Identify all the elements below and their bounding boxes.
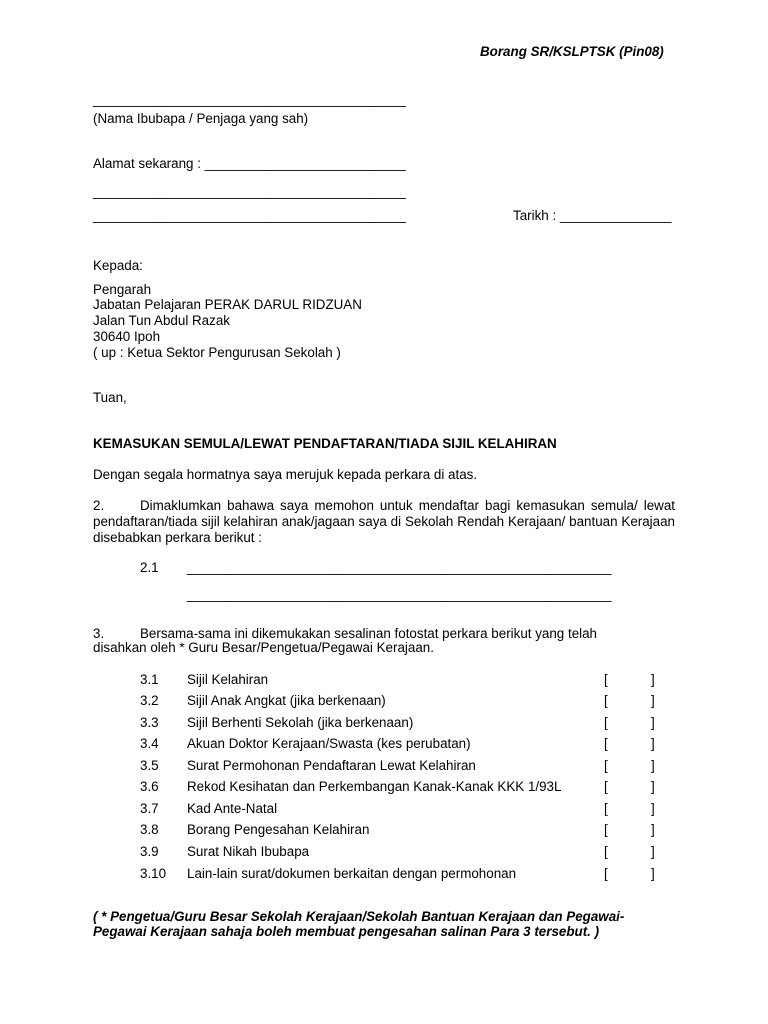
checklist-number: 3.8 — [140, 822, 159, 837]
checklist-label: Surat Nikah Ibubapa — [187, 844, 310, 859]
checklist-item — [0, 801, 768, 819]
checklist-number: 3.10 — [140, 866, 167, 881]
checkbox-close-bracket[interactable]: ] — [651, 693, 655, 708]
recipient-line: Jalan Tun Abdul Razak — [93, 313, 230, 328]
checklist-label: Kad Ante-Natal — [187, 801, 278, 816]
checkbox-open-bracket[interactable]: [ — [604, 801, 608, 816]
checklist-number: 3.1 — [140, 672, 159, 687]
checklist-number: 3.3 — [140, 715, 159, 730]
kepada-label: Kepada: — [93, 258, 143, 273]
checklist-number: 3.5 — [140, 758, 159, 773]
checklist-number: 3.4 — [140, 736, 159, 751]
checklist-item — [0, 779, 768, 797]
checkbox-close-bracket[interactable]: ] — [651, 779, 655, 794]
para3-line1: Bersama-sama ini dikemukakan sesalinan fotostat perkara berikut yang telah — [140, 626, 598, 641]
address-label-line: Alamat sekarang : ___________________________ — [93, 156, 406, 171]
recipient-line: Jabatan Pelajaran PERAK DARUL RIDZUAN — [93, 297, 362, 312]
checkbox-close-bracket[interactable]: ] — [651, 715, 655, 730]
checklist-label: Borang Pengesahan Kelahiran — [187, 822, 370, 837]
para2-text: Dimaklumkan bahawa saya memohon untuk mendaftar bagi kemasukan semula/ lewat pendaftaran/tiada sijil kelahiran anak/jagaan saya di Sekolah Rendah Kerajaan/ bantuan Kerajaan disebabkan perkara berikut : — [93, 498, 675, 545]
checklist-item — [0, 672, 768, 690]
address-line-2: __________________________________________ — [93, 184, 406, 199]
checklist-item — [0, 822, 768, 840]
checkbox-open-bracket[interactable]: [ — [604, 693, 608, 708]
recipient-line: 30640 Ipoh — [93, 329, 161, 344]
address-line-3: __________________________________________ — [93, 208, 406, 223]
checklist-label: Surat Permohonan Pendaftaran Lewat Kelahiran — [187, 758, 476, 773]
checklist-number: 3.2 — [140, 693, 159, 708]
checklist-item — [0, 866, 768, 884]
checklist-item — [0, 844, 768, 862]
date-field: Tarikh : _______________ — [513, 208, 672, 223]
checkbox-open-bracket[interactable]: [ — [604, 779, 608, 794]
parent-name-label: (Nama Ibubapa / Penjaga yang sah) — [93, 111, 309, 126]
footnote-line1: ( * Pengetua/Guru Besar Sekolah Kerajaan/Sekolah Bantuan Kerajaan dan Pegawai- — [93, 909, 625, 924]
item21-number: 2.1 — [140, 560, 159, 575]
footnote-line2: Pegawai Kerajaan sahaja boleh membuat pengesahan salinan Para 3 tersebut. ) — [93, 924, 600, 939]
checklist-item — [0, 758, 768, 776]
item21-line2: _________________________________________________________ — [187, 587, 612, 602]
checklist-label: Sijil Berhenti Sekolah (jika berkenaan) — [187, 715, 414, 730]
item21-line1: _________________________________________________________ — [187, 560, 612, 575]
checklist-label: Sijil Anak Angkat (jika berkenaan) — [187, 693, 386, 708]
checkbox-open-bracket[interactable]: [ — [604, 672, 608, 687]
checkbox-close-bracket[interactable]: ] — [651, 672, 655, 687]
checklist-item — [0, 736, 768, 754]
checkbox-close-bracket[interactable]: ] — [651, 801, 655, 816]
checklist-item — [0, 693, 768, 711]
para3-line2: disahkan oleh * Guru Besar/Pengetua/Pegawai Kerajaan. — [93, 640, 434, 655]
checklist-label: Rekod Kesihatan dan Perkembangan Kanak-Kanak KKK 1/93L — [187, 779, 562, 794]
checkbox-close-bracket[interactable]: ] — [651, 844, 655, 859]
checkbox-close-bracket[interactable]: ] — [651, 758, 655, 773]
checkbox-open-bracket[interactable]: [ — [604, 866, 608, 881]
checkbox-close-bracket[interactable]: ] — [651, 866, 655, 881]
checkbox-open-bracket[interactable]: [ — [604, 715, 608, 730]
checklist-label: Lain-lain surat/dokumen berkaitan dengan permohonan — [187, 866, 517, 881]
checkbox-close-bracket[interactable]: ] — [651, 736, 655, 751]
subject-heading: KEMASUKAN SEMULA/LEWAT PENDAFTARAN/TIADA SIJIL KELAHIRAN — [93, 436, 557, 451]
checkbox-open-bracket[interactable]: [ — [604, 844, 608, 859]
parent-name-line: __________________________________________ — [93, 92, 406, 107]
checkbox-close-bracket[interactable]: ] — [651, 822, 655, 837]
checkbox-open-bracket[interactable]: [ — [604, 736, 608, 751]
checklist-number: 3.7 — [140, 801, 159, 816]
form-code: Borang SR/KSLPTSK (Pin08) — [480, 44, 664, 59]
checklist-label: Sijil Kelahiran — [187, 672, 269, 687]
checklist-number: 3.6 — [140, 779, 159, 794]
checkbox-open-bracket[interactable]: [ — [604, 758, 608, 773]
checkbox-open-bracket[interactable]: [ — [604, 822, 608, 837]
para3-number: 3. — [93, 626, 105, 641]
intro-paragraph: Dengan segala hormatnya saya merujuk kepada perkara di atas. — [93, 467, 478, 482]
para2-number: 2. — [93, 498, 105, 513]
salutation: Tuan, — [93, 390, 127, 405]
checklist-number: 3.9 — [140, 844, 159, 859]
recipient-line: ( up : Ketua Sektor Pengurusan Sekolah ) — [93, 345, 341, 360]
checklist-label: Akuan Doktor Kerajaan/Swasta (kes perubatan) — [187, 736, 471, 751]
recipient-line: Pengarah — [93, 282, 152, 297]
checklist-item — [0, 715, 768, 733]
